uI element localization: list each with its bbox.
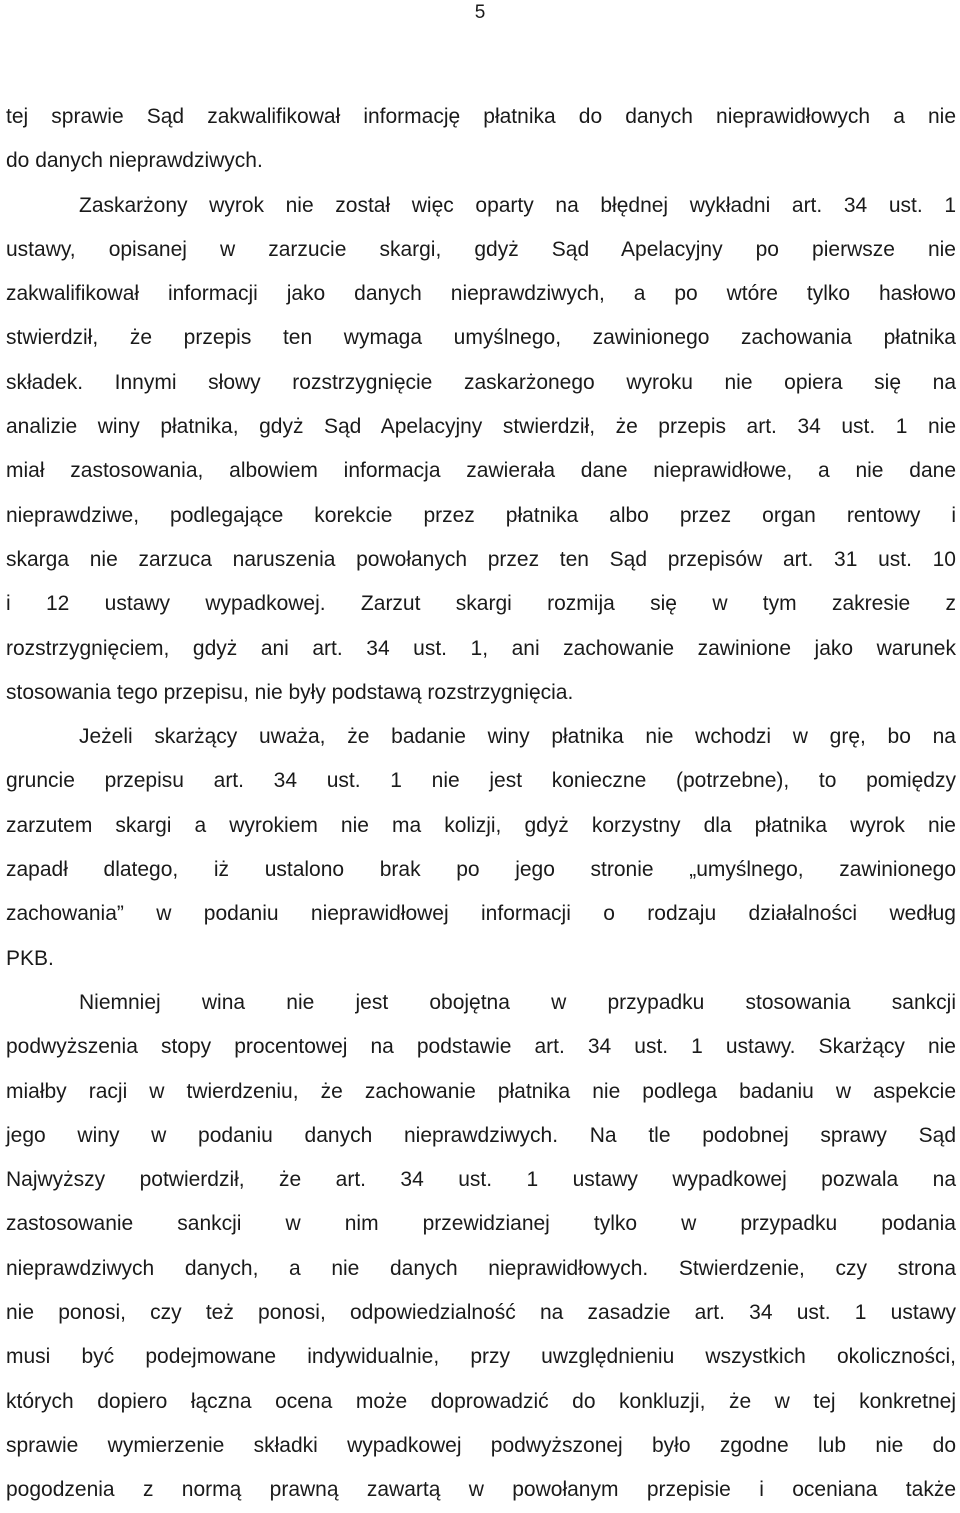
- text-line: tej sprawie Sąd zakwalifikował informację płatnika do danych nieprawidłowych a nie: [6, 105, 956, 128]
- text-line: zapadł dlatego, iż ustalono brak po jego stronie „umyślnego, zawinionego: [6, 858, 956, 882]
- text-line: sprawie wymierzenie składki wypadkowej podwyższonej było zgodne lub nie do: [6, 1433, 956, 1457]
- text-line: zarzutem skargi a wyrokiem nie ma kolizji, gdyż korzystny dla płatnika wyrok nie: [6, 813, 956, 837]
- text-line: do danych nieprawdziwych.: [6, 149, 263, 173]
- text-line: rozstrzygnięciem, gdyż ani art. 34 ust. 1, ani zachowanie zawinione jako warunek: [6, 636, 956, 660]
- text-line: analizie winy płatnika, gdyż Sąd Apelacyjny stwierdził, że przepis art. 34 ust. 1 nie: [6, 415, 956, 439]
- text-line: zachowania” w podaniu nieprawidłowej informacji o rodzaju działalności według: [6, 902, 956, 926]
- text-line: składek. Innymi słowy rozstrzygnięcie zaskarżonego wyroku nie opiera się na: [6, 370, 956, 394]
- text-line: pogodzenia z normą prawną zawartą w powołanym przepisie i oceniana także: [6, 1478, 956, 1502]
- text-line: Najwyższy potwierdził, że art. 34 ust. 1 ustawy wypadkowej pozwala na: [6, 1168, 956, 1192]
- text-line: podwyższenia stopy procentowej na podstawie art. 34 ust. 1 ustawy. Skarżący nie: [6, 1035, 956, 1059]
- text-line: i 12 ustawy wypadkowej. Zarzut skargi rozmija się w tym zakresie z: [6, 592, 956, 616]
- text-line: nieprawdziwych danych, a nie danych nieprawidłowych. Stwierdzenie, czy strona: [6, 1256, 956, 1280]
- text-line: jego winy w podaniu danych nieprawdziwych. Na tle podobnej sprawy Sąd: [6, 1123, 956, 1147]
- text-line: musi być podejmowane indywidualnie, przy uwzględnieniu wszystkich okoliczności,: [6, 1345, 956, 1369]
- text-line: zakwalifikował informacji jako danych nieprawdziwych, a po wtóre tylko hasłowo: [6, 282, 956, 306]
- text-line: których dopiero łączna ocena może doprowadzić do konkluzji, że w tej konkretnej: [6, 1389, 956, 1413]
- text-line: stwierdził, że przepis ten wymaga umyślnego, zawinionego zachowania płatnika: [6, 326, 956, 350]
- text-line: PKB.: [6, 946, 54, 970]
- text-line: nieprawdziwe, podlegające korekcie przez płatnika albo przez organ rentowy i: [6, 503, 956, 527]
- page-number: 5: [474, 2, 486, 23]
- text-line: nie ponosi, czy też ponosi, odpowiedzialność na zasadzie art. 34 ust. 1 ustawy: [6, 1301, 956, 1325]
- text-line: stosowania tego przepisu, nie były podstawą rozstrzygnięcia.: [6, 680, 574, 704]
- text-line: zastosowanie sankcji w nim przewidzianej tylko w przypadku podania: [6, 1212, 956, 1236]
- text-line: gruncie przepisu art. 34 ust. 1 nie jest konieczne (potrzebne), to pomiędzy: [6, 769, 956, 793]
- text-line: miałby racji w twierdzeniu, że zachowanie płatnika nie podlega badaniu w aspekcie: [6, 1079, 956, 1103]
- text-line: Niemniej wina nie jest obojętna w przypadku stosowania sankcji: [79, 990, 956, 1014]
- text-line: Jeżeli skarżący uważa, że badanie winy płatnika nie wchodzi w grę, bo na: [79, 725, 956, 749]
- text-line: ustawy, opisanej w zarzucie skargi, gdyż Sąd Apelacyjny po pierwsze nie: [6, 237, 956, 261]
- text-line: Zaskarżony wyrok nie został więc oparty na błędnej wykładni art. 34 ust. 1: [79, 193, 956, 217]
- text-line: skarga nie zarzuca naruszenia powołanych przez ten Sąd przepisów art. 31 ust. 10: [6, 547, 956, 571]
- document-body: [6, 95, 956, 1513]
- text-line: miał zastosowania, albowiem informacja zawierała dane nieprawidłowe, a nie dane: [6, 459, 956, 483]
